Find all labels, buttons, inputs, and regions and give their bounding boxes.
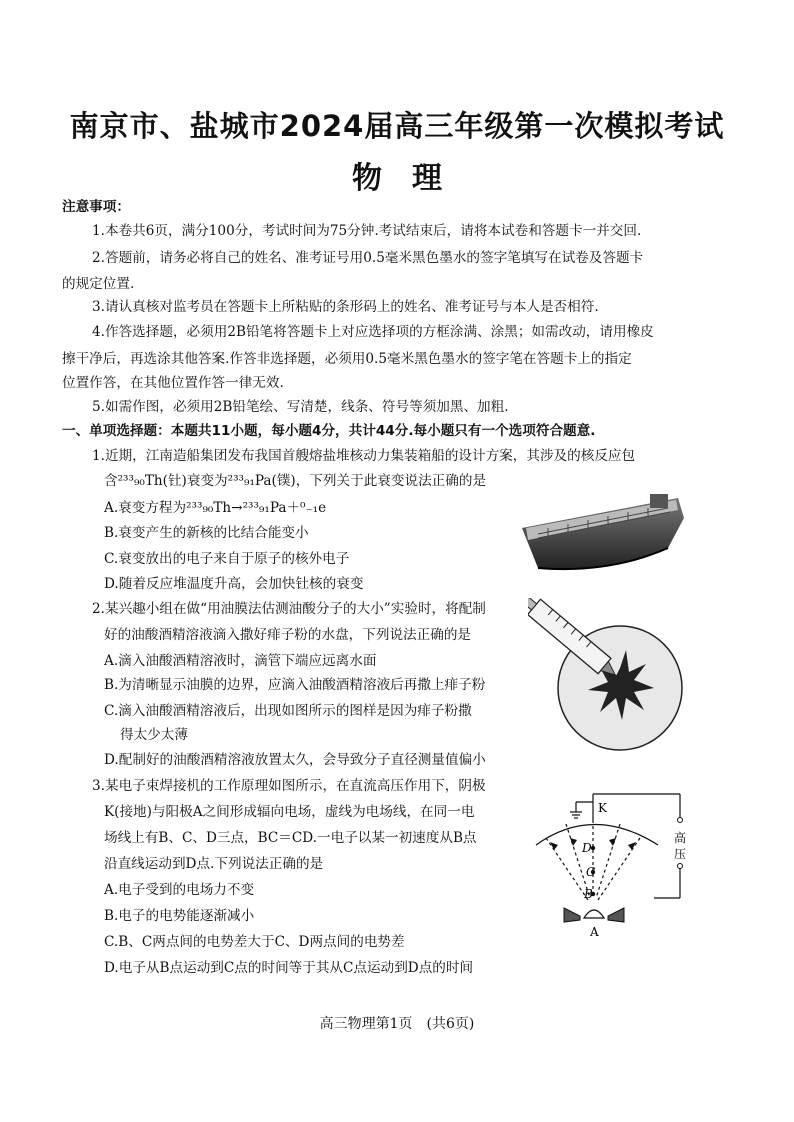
q3-option-b: B.电子的电势能逐渐减小 xyxy=(104,908,255,924)
note-4-line-1: 4.作答选择题，必须用2B铅笔将答题卡上对应选择项的方框涂满、涂黑；如需改动，请用橡皮 xyxy=(92,324,654,340)
exam-title: 南京市、盐城市2024届高三年级第一次模拟考试 xyxy=(69,109,725,143)
subject-title: 物理 xyxy=(352,161,472,196)
note-4-line-3: 位置作答，在其他位置作答一律无效. xyxy=(62,375,284,391)
radial-field-figure xyxy=(528,790,698,938)
section-1-heading: 一、单项选择题：本题共11小题，每小题4分，共计44分.每小题只有一个选项符合题意. xyxy=(62,423,596,439)
label-a: A xyxy=(590,925,599,938)
q3-option-c: C.B、C两点间的电势差大于C、D两点间的电势差 xyxy=(104,934,405,950)
q1-stem-line-1: 1.近期，江南造船集团发布我国首艘熔盐堆核动力集装箱船的设计方案，其涉及的核反应包 xyxy=(92,448,636,464)
label-gao: 高 xyxy=(674,831,687,845)
q2-option-c-line-2: 得太少太薄 xyxy=(120,727,188,743)
label-c: C xyxy=(586,865,596,879)
notes-heading: 注意事项： xyxy=(62,199,130,215)
q3-stem-line-2: K(接地)与阳极A之间形成辐向电场，虚线为电场线，在同一电 xyxy=(104,804,475,820)
q3-option-a: A.电子受到的电场力不变 xyxy=(104,882,255,898)
q2-option-c-line-1: C.滴入油酸酒精溶液后，出现如图所示的图样是因为痱子粉撒 xyxy=(104,703,472,719)
q2-stem-line-1: 2.某兴趣小组在做“用油膜法估测油酸分子的大小”实验时，将配制 xyxy=(92,601,486,617)
page-footer: 高三物理第1页 (共6页) xyxy=(319,1016,475,1032)
q1-option-d: D.随着反应堆温度升高，会加快钍核的衰变 xyxy=(104,576,364,592)
q1-option-b: B.衰变产生的新核的比结合能变小 xyxy=(104,525,309,541)
q3-stem-line-4: 沿直线运动到D点.下列说法正确的是 xyxy=(104,856,324,872)
note-4-line-2: 擦干净后，再选涂其他答案.作答非选择题，必须用0.5毫米黑色墨水的签字笔在答题卡上的指定 xyxy=(62,351,632,367)
label-ya: 压 xyxy=(674,847,687,861)
ship-image xyxy=(518,488,688,576)
note-1: 1.本卷共6页，满分100分，考试时间为75分钟.考试结束后，请将本试卷和答题卡一并交回. xyxy=(92,223,642,239)
q3-option-d: D.电子从B点运动到C点的时间等于其从C点运动到D点的时间 xyxy=(104,960,474,976)
q1-option-c: C.衰变放出的电子来自于原子的核外电子 xyxy=(104,551,350,567)
label-d: D xyxy=(582,841,592,855)
label-b: B xyxy=(584,887,593,901)
note-2-line-2: 的规定位置. xyxy=(62,276,135,292)
q3-stem-line-3: 场线上有B、C、D三点，BC＝CD.一电子以某一初速度从B点 xyxy=(104,830,477,846)
label-k: K xyxy=(598,801,607,815)
q2-option-a: A.滴入油酸酒精溶液时，滴管下端应远离水面 xyxy=(104,653,377,669)
q3-stem-line-1: 3.某电子束焊接机的工作原理如图所示，在直流高压作用下，阴极 xyxy=(92,778,486,794)
note-3: 3.请认真核对监考员在答题卡上所粘贴的条形码上的姓名、准考证号与本人是否相符. xyxy=(92,299,599,315)
q1-stem-line-2: 含²³³₉₀Th(钍)衰变为²³³₉₁Pa(镤)，下列关于此衰变说法正确的是 xyxy=(104,473,487,489)
note-2-line-1: 2.答题前，请务必将自己的姓名、准考证号用0.5毫米黑色墨水的签字笔填写在试卷及答题卡 xyxy=(92,250,644,266)
q1-option-a: A.衰变方程为²³³₉₀Th→²³³₉₁Pa＋⁰₋₁e xyxy=(104,500,327,516)
q2-stem-line-2: 好的油酸酒精溶液滴入撒好痱子粉的水盘，下列说法正确的是 xyxy=(104,627,472,643)
q2-option-b: B.为清晰显示油膜的边界，应滴入油酸酒精溶液后再撒上痱子粉 xyxy=(104,677,486,693)
note-5: 5.如需作图，必须用2B铅笔绘、写清楚，线条、符号等须加黑、加粗. xyxy=(92,399,509,415)
q2-option-d: D.配制好的油酸酒精溶液放置太久，会导致分子直径测量值偏小 xyxy=(104,752,486,768)
oil-film-figure xyxy=(528,598,688,754)
